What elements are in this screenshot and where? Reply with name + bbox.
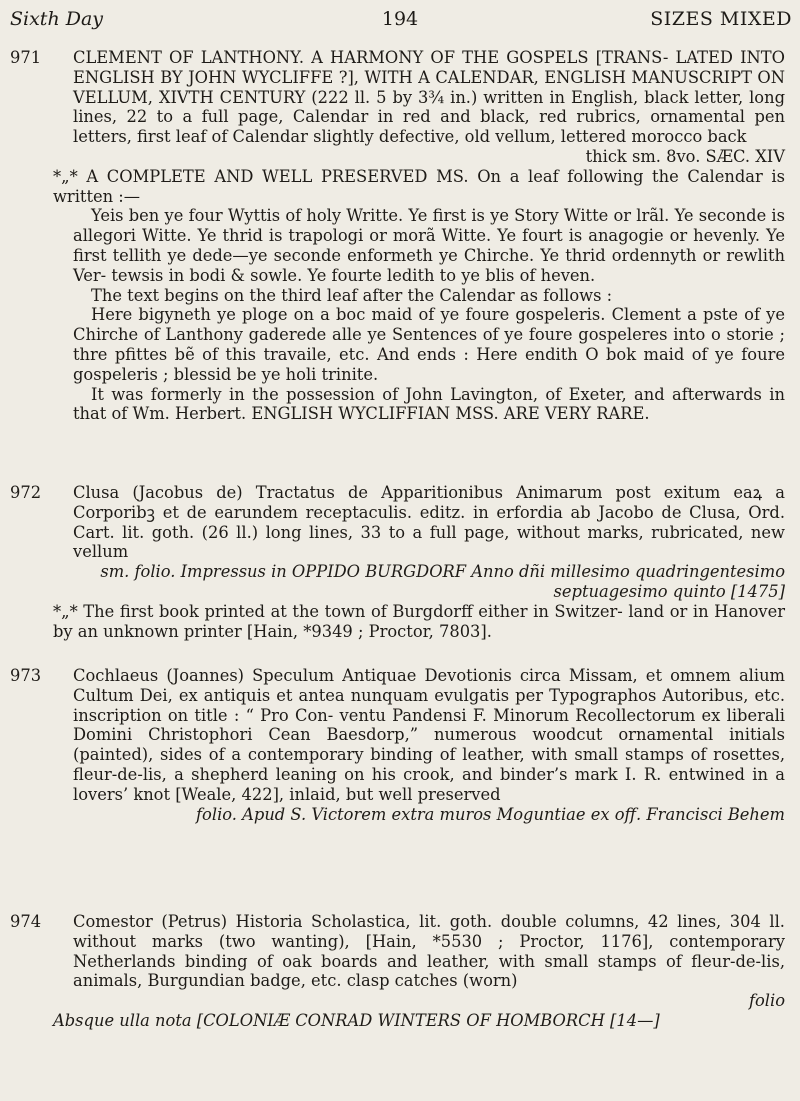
lot-number: 974 — [10, 912, 42, 931]
lot-number: 972 — [10, 483, 42, 502]
lot-description — [73, 666, 785, 824]
lot-entry — [10, 666, 785, 824]
running-head-section: SIZES MIXED — [650, 8, 792, 30]
lot-number: 971 — [10, 48, 42, 67]
lot-title-para: CLEMENT OF LANTHONY. A HARMONY OF THE GOSPELS [TRANS- LATED INTO ENGLISH BY JOHN WYCLIFFE ?], WITH A CALENDAR, ENGLISH MANUSCRIPT ON VELLUM, XIVTH CENTURY (222 ll. 5 by 3¾ in.) written in English, black letter, long lines, 22 to a full page, Calendar in red and black, red rubrics, ornamental pen letters, first leaf of Calendar slightly defective, old vellum, lettered morocco back — [73, 48, 785, 147]
lot-note: *„* The first book printed at the town of Burgdorff either in Switzer- land or in Hanover by an unknown printer [Hain, *9349 ; Proctor, 7803]. — [53, 601, 785, 641]
page-header — [0, 8, 800, 38]
lot-text: The text begins on the third leaf after the Calendar as follows : — [91, 285, 613, 305]
lot-quote: Yeis ben ye four Wyttis of holy Writte. Ye first is ye Story Witte or lrãl. Ye seconde is allegori Witte. Ye thrid is trapologi or morã Witte. Ye fourt is anagogie or hevenly. Ye first tellith ye dede—ye seconde enformeth ye Chirche. Ye thrid ordennyth or rewlith Ver- tewsis in bodi & sowle. Ye fourte ledith to ye blis of heven. — [73, 206, 785, 285]
lot-description — [53, 483, 785, 641]
lot-imprint: sm. folio. Impressus in OPPIDO BURGDORF Anno dñi millesimo quadringentesimo septuagesimo quinto [1475] — [100, 562, 785, 601]
lot-number: 973 — [10, 666, 42, 685]
lot-imprint: folio. Apud S. Victorem extra muros Moguntiae ex off. Francisci Behem — [196, 804, 785, 824]
lot-provenance: It was formerly in the possession of John Lavington, of Exeter, and afterwards in that of Wm. Herbert. ENGLISH WYCLIFFIAN MSS. ARE VERY RARE. — [73, 384, 785, 424]
running-head-day: Sixth Day — [10, 8, 104, 30]
lot-quote: Here bigyneth ye ploge on a boc maid of ye foure gospeleris. Clement a pste of ye Chirche of Lanthony gaderede alle ye Sentences of ye foure gospeleres into o storie ; thre pfittes bẽ of this travaile, etc. And ends : Here endith O bok maid of ye foure gospeleris ; blessid be ye holi trinite. — [73, 305, 785, 384]
lot-note: *„* A COMPLETE AND WELL PRESERVED MS. On a leaf following the Calendar is written :— — [53, 166, 785, 206]
lot-title-para: Clusa (Jacobus de) Tractatus de Apparitionibus Animarum post exitum eaꝝ a Corporibꝫ et de earundem receptaculis. editz. in erfordia ab Jacobo de Clusa, Ord. Cart. lit. goth. (26 ll.) long lines, 33 to a full page, without marks, rubricated, new vellum — [73, 483, 785, 562]
lot-description — [53, 48, 785, 424]
lot-imprint: Absque ulla nota [COLONIÆ CONRAD WINTERS OF HOMBORCH [14—] — [53, 1010, 660, 1030]
lot-title-para: Comestor (Petrus) Historia Scholastica, lit. goth. double columns, 42 lines, 304 ll. without marks (two wanting), [Hain, *5530 ; Proctor, 1176], contemporary Netherlands binding of oak boards and leather, with small stamps of fleur-de-lis, animals, Burgundian badge, etc. clasp catches (worn) — [73, 912, 785, 991]
lot-entry — [10, 483, 785, 641]
lot-title-para: Cochlaeus (Joannes) Speculum Antiquae Devotionis circa Missam, et omnem alium Cultum Dei, ex antiquis et antea nunquam evulgatis per Typographos Autoribus, etc. inscription on title : “ Pro Con- ventu Pandensi F. Minorum Recollectorum ex liberali Domini Christophori Cean Baesdorp,” numerous woodcut ornamental initials (painted), sides of a contemporary binding of leather, with small stamps of rosettes, fleur-de-lis, a shepherd leaning on his crook, and binder’s mark I. R. entwined in a lovers’ knot [Weale, 422], inlaid, but well preserved — [73, 666, 785, 804]
page-number: 194 — [381, 8, 419, 30]
lot-description — [53, 912, 785, 1031]
lot-format: folio — [748, 991, 785, 1011]
lot-entry — [10, 48, 785, 424]
lot-format: thick sm. 8vo. SÆC. XIV — [585, 146, 785, 166]
lot-entry — [10, 912, 785, 1031]
